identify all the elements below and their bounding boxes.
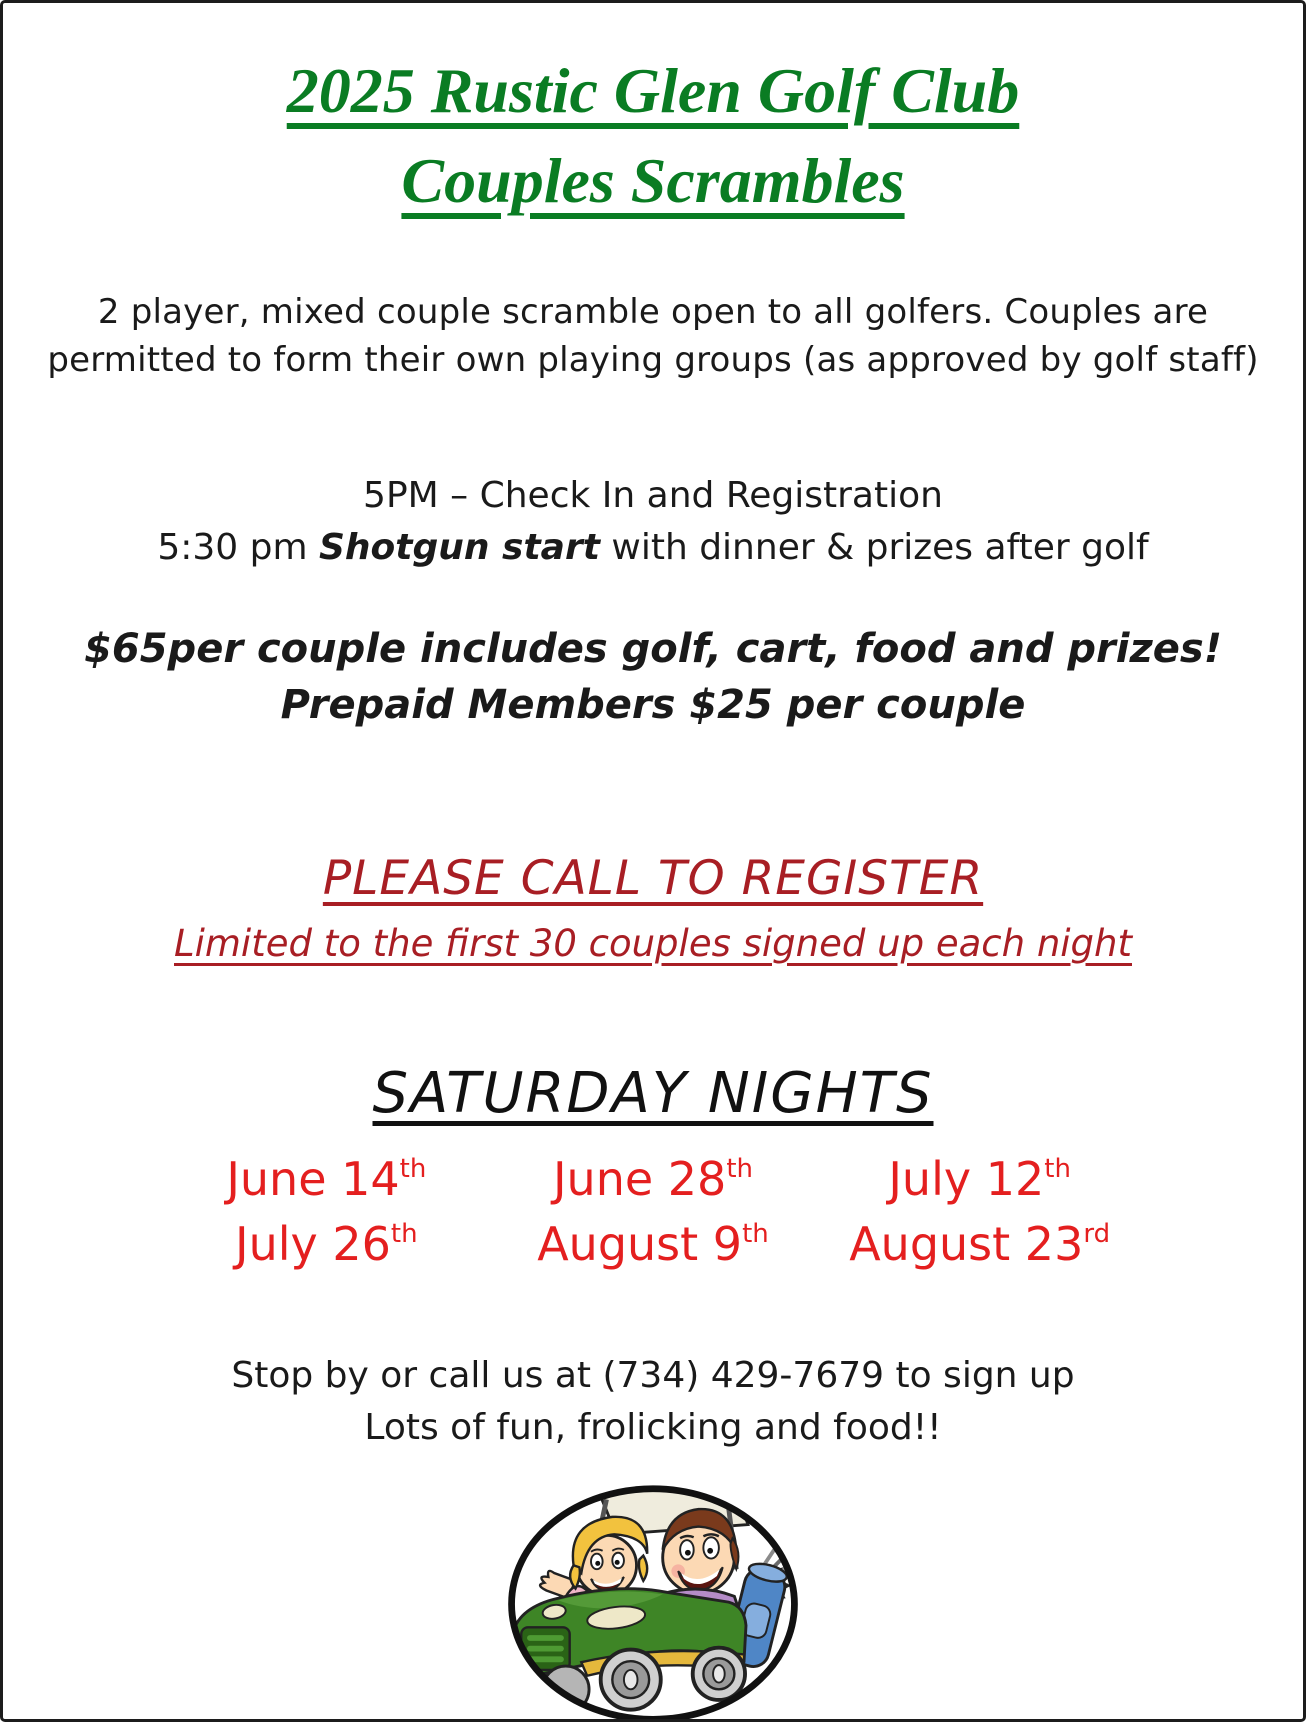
golf-cart-couple-illustration [3,1480,1303,1722]
dates-grid [163,1152,1143,1272]
register-subheading: Limited to the first 30 couples signed up each night [174,921,1132,965]
start-prefix: 5:30 pm [157,526,319,568]
saturday-nights-heading: SATURDAY NIGHTS [372,1060,934,1126]
event-date [816,1217,1143,1272]
date-text: June 28 [552,1151,727,1206]
event-date [816,1152,1143,1207]
flyer-title-line1: 2025 Rustic Glen Golf Club [286,55,1020,126]
schedule-block [3,470,1303,572]
date-text: July 12 [888,1151,1045,1206]
date-text: August 9 [537,1216,743,1271]
date-text: June 14 [226,1151,400,1206]
register-block [3,851,1303,965]
date-suffix: th [726,1153,753,1184]
start-emphasis: Shotgun start [318,526,600,568]
register-heading: PLEASE CALL TO REGISTER [322,850,984,906]
date-suffix: rd [1083,1218,1111,1249]
event-date [163,1152,490,1207]
date-suffix: th [399,1153,427,1184]
checkin-line: 5PM – Check In and Registration [363,475,943,517]
pricing-line2: Prepaid Members $25 per couple [280,681,1026,728]
start-line [3,522,1303,573]
pricing-block [3,621,1303,733]
golf-cart-couple-svg [498,1480,808,1722]
date-text: July 26 [235,1216,391,1271]
flyer-title-line2: Couples Scrambles [401,145,905,217]
intro-line1: 2 player, mixed couple scramble open to all golfers. Couples are [97,291,1209,332]
flyer-title [3,49,1303,224]
date-suffix: th [1044,1153,1071,1184]
intro-paragraph [3,288,1303,385]
pricing-line1: $65per couple includes golf, cart, food and prizes! [84,625,1222,672]
date-suffix: th [742,1218,769,1249]
start-suffix: with dinner & prizes after golf [599,526,1149,568]
event-date [163,1217,490,1272]
contact-line1: Stop by or call us at (734) 429-7679 to sign up [231,1355,1075,1397]
date-suffix: th [390,1218,418,1249]
contact-block [3,1350,1303,1454]
date-text: August 23 [849,1216,1084,1271]
event-date [490,1152,817,1207]
event-date [490,1217,817,1272]
contact-line2: Lots of fun, frolicking and food!! [364,1407,942,1449]
intro-line2: permitted to form their own playing groups (as approved by golf staff) [47,340,1259,381]
